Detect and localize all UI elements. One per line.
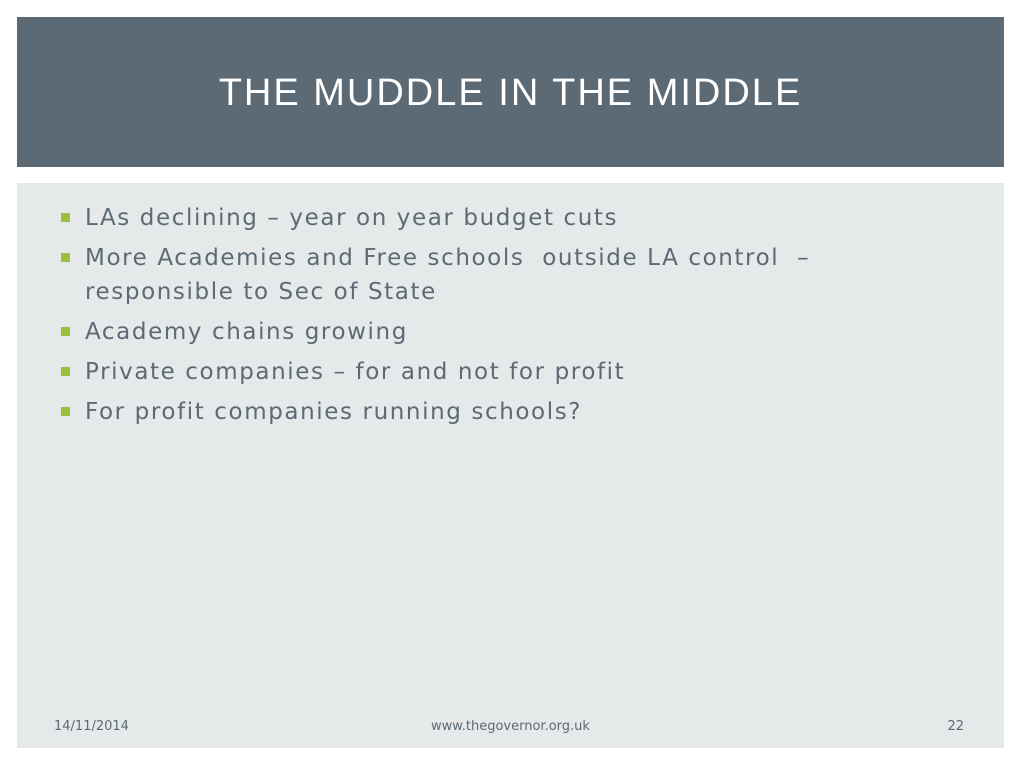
bullet-item bbox=[61, 355, 941, 389]
bullet-item bbox=[61, 395, 941, 429]
title-bar bbox=[17, 17, 1004, 167]
square-bullet-icon bbox=[61, 367, 70, 376]
footer-date: 14/11/2014 bbox=[54, 719, 129, 734]
bullet-item bbox=[61, 241, 941, 309]
square-bullet-icon bbox=[61, 253, 70, 262]
bullet-text: LAs declining – year on year budget cuts bbox=[85, 205, 619, 231]
bullet-item bbox=[61, 201, 941, 235]
bullet-text: For profit companies running schools? bbox=[85, 399, 583, 425]
bullet-item bbox=[61, 315, 941, 349]
slide-title: THE MUDDLE IN THE MIDDLE bbox=[218, 71, 803, 114]
bullet-list bbox=[61, 201, 941, 435]
content-area bbox=[17, 183, 1004, 748]
square-bullet-icon bbox=[61, 213, 70, 222]
bullet-text: Private companies – for and not for profit bbox=[85, 359, 626, 385]
page-number: 22 bbox=[947, 719, 964, 734]
square-bullet-icon bbox=[61, 407, 70, 416]
bullet-text: More Academies and Free schools outside LA control – responsible to Sec of State bbox=[85, 245, 820, 305]
footer-url: www.thegovernor.org.uk bbox=[431, 719, 590, 734]
square-bullet-icon bbox=[61, 327, 70, 336]
bullet-text: Academy chains growing bbox=[85, 319, 408, 345]
